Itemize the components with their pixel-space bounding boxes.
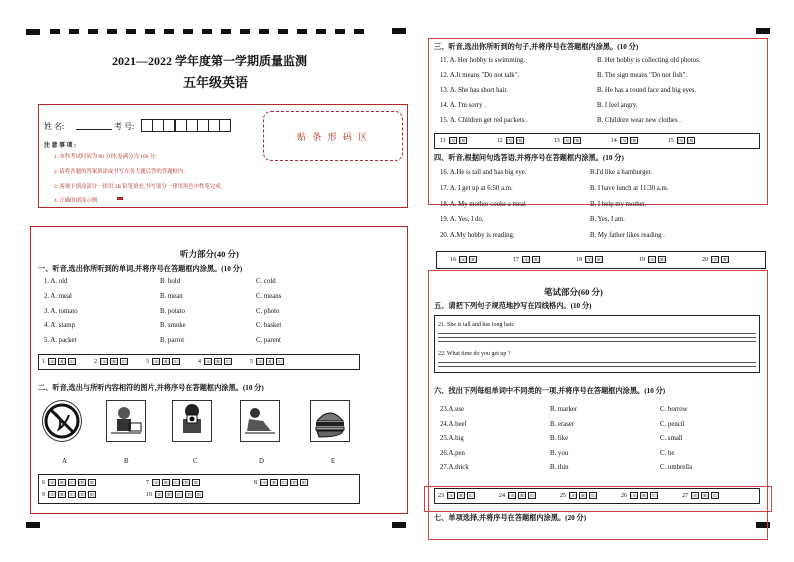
answer-bubble-d[interactable]: [D] bbox=[183, 481, 189, 485]
s1-option: B. mean bbox=[160, 292, 183, 300]
question-number: 20 bbox=[702, 256, 708, 263]
id-digit-box[interactable] bbox=[197, 119, 209, 132]
question-number: 8 bbox=[254, 479, 257, 486]
answer-bubble-b[interactable]: [B] bbox=[580, 494, 586, 498]
s6-answer-item bbox=[560, 492, 599, 499]
answer-bubble-c[interactable]: [C] bbox=[69, 493, 75, 497]
s1-answer-item bbox=[198, 358, 234, 365]
question-number: 18 bbox=[576, 256, 582, 263]
s2-answer-item bbox=[146, 479, 202, 486]
dash-mark bbox=[69, 29, 79, 34]
answer-bubble-b[interactable]: [B] bbox=[271, 481, 277, 485]
answer-bubble-a[interactable]: [A] bbox=[507, 139, 513, 143]
writing-line[interactable] bbox=[438, 333, 756, 334]
answer-bubble-a[interactable]: [A] bbox=[460, 258, 466, 262]
s6-option: B. eraser bbox=[550, 420, 575, 428]
picture-label: B bbox=[124, 458, 129, 465]
picture-label: C bbox=[193, 458, 198, 465]
s4-answer-item bbox=[450, 256, 479, 263]
s3-answer-row bbox=[440, 137, 725, 144]
note-4: 4. 正确的填涂示例: bbox=[54, 198, 99, 204]
answer-bubble-c[interactable]: [C] bbox=[468, 494, 474, 498]
divider bbox=[428, 205, 768, 206]
s5-title: 五、请把下列句子规范地抄写在四线格内。(10 分) bbox=[434, 302, 592, 310]
s3-answer-item bbox=[440, 137, 469, 144]
s4-option-b: B. I help my mother. bbox=[590, 200, 647, 208]
answer-bubble-d[interactable]: [D] bbox=[291, 481, 297, 485]
answer-bubble-b[interactable]: [B] bbox=[631, 139, 637, 143]
corner-mark-top-left bbox=[26, 29, 40, 35]
s6-option: 24.A.beef bbox=[440, 420, 467, 428]
s3-title: 三、听音,选出你所听到的句子,并将序号在答题框内涂黑。(10 分) bbox=[434, 43, 639, 51]
s6-option: 23.A.use bbox=[440, 406, 465, 413]
answer-bubble-a[interactable]: [A] bbox=[570, 494, 576, 498]
answer-bubble-c[interactable]: [C] bbox=[529, 494, 535, 498]
answer-bubble-a[interactable]: [A] bbox=[631, 494, 637, 498]
answer-bubble-a[interactable]: [A] bbox=[692, 494, 698, 498]
answer-bubble-a[interactable]: [A] bbox=[712, 258, 718, 262]
answer-bubble-b[interactable]: [B] bbox=[166, 493, 172, 497]
answer-bubble-c[interactable]: [C] bbox=[225, 360, 231, 364]
s4-option-b: B. I have lunch at 11:30 a.m. bbox=[590, 184, 669, 192]
answer-bubble-b[interactable]: [B] bbox=[458, 494, 464, 498]
id-digit-box[interactable] bbox=[186, 119, 198, 132]
question-number: 7 bbox=[146, 479, 149, 486]
answer-bubble-b[interactable]: [B] bbox=[215, 360, 221, 364]
answer-bubble-b[interactable]: [B] bbox=[111, 360, 117, 364]
corner-mark-top-mid bbox=[392, 28, 406, 34]
answer-bubble-c[interactable]: [C] bbox=[712, 494, 718, 498]
name-field[interactable] bbox=[76, 129, 112, 130]
s6-option: C. umbrella bbox=[660, 464, 693, 472]
s7-title: 七、单项选择,并将序号在答题框内涂黑。(20 分) bbox=[434, 514, 587, 522]
answer-bubble-a[interactable]: [A] bbox=[523, 258, 529, 262]
answer-bubble-d[interactable]: [D] bbox=[79, 481, 85, 485]
dash-mark bbox=[145, 29, 155, 34]
s6-option: B. like bbox=[550, 435, 569, 443]
s6-option: C. small bbox=[660, 435, 683, 443]
answer-bubble-c[interactable]: [C] bbox=[69, 481, 75, 485]
s1-option: 4. A. stamp bbox=[44, 322, 75, 330]
s3-option-b: B. He has a round face and big eyes. bbox=[597, 87, 697, 94]
answer-bubble-b[interactable]: [B] bbox=[574, 139, 580, 143]
picture-label: D bbox=[259, 458, 264, 465]
s1-option: B. parrot bbox=[160, 337, 185, 345]
s1-title: 一、听音,选出你所听到的单词,并将序号在答题框内涂黑。(10 分) bbox=[38, 265, 243, 273]
answer-bubble-a[interactable]: [A] bbox=[49, 481, 55, 485]
question-number: 5 bbox=[250, 358, 253, 365]
answer-bubble-b[interactable]: [B] bbox=[59, 493, 65, 497]
dash-mark bbox=[316, 29, 326, 34]
answer-bubble-a[interactable]: [A] bbox=[261, 481, 267, 485]
s6-answer-item bbox=[621, 492, 660, 499]
s3-option-a: 11. A. Her hobby is swimming. bbox=[440, 57, 526, 64]
answer-bubble-d[interactable]: [D] bbox=[186, 493, 192, 497]
answer-bubble-b[interactable]: [B] bbox=[460, 139, 466, 143]
s1-option: C. means bbox=[256, 292, 282, 300]
answer-bubble-b[interactable]: [B] bbox=[688, 139, 694, 143]
writing-line[interactable] bbox=[438, 366, 756, 367]
id-digit-box[interactable] bbox=[141, 119, 153, 132]
exam-title: 2021—2022 学年度第一学期质量监测 bbox=[112, 54, 308, 68]
s1-option: C. basket bbox=[256, 322, 282, 330]
answer-bubble-b[interactable]: [B] bbox=[470, 258, 476, 262]
writing-line[interactable] bbox=[438, 362, 756, 363]
picture-e-hamburger-icon bbox=[310, 400, 350, 442]
corner-mark-bottom-left bbox=[26, 522, 40, 528]
answer-bubble-a[interactable]: [A] bbox=[450, 139, 456, 143]
answer-bubble-b[interactable]: [B] bbox=[533, 258, 539, 262]
question-number: 4 bbox=[198, 358, 201, 365]
top-dash-marks-left bbox=[50, 29, 364, 35]
question-number: 1 bbox=[42, 358, 45, 365]
s1-option: B. smoke bbox=[160, 322, 186, 330]
s3-option-b: B. Children wear new clothes . bbox=[597, 117, 681, 124]
answer-bubble-b[interactable]: [B] bbox=[659, 258, 665, 262]
dash-mark bbox=[221, 29, 231, 34]
s1-option: B. hold bbox=[160, 278, 181, 285]
question-number: 25 bbox=[560, 492, 566, 499]
s5-item-21: 21. She is tall and has long hair. bbox=[438, 322, 515, 328]
answer-bubble-e[interactable]: [E] bbox=[89, 481, 95, 485]
answer-bubble-b[interactable]: [B] bbox=[519, 494, 525, 498]
dash-mark bbox=[107, 29, 117, 34]
answer-bubble-b[interactable]: [B] bbox=[702, 494, 708, 498]
id-digit-box[interactable] bbox=[208, 119, 220, 132]
answer-bubble-a[interactable]: [A] bbox=[153, 360, 159, 364]
question-number: 11 bbox=[440, 137, 446, 144]
s6-answer-item bbox=[499, 492, 538, 499]
corner-mark-top-right bbox=[756, 28, 770, 34]
s3-answer-item bbox=[668, 137, 697, 144]
s1-answer-item bbox=[94, 358, 130, 365]
written-part-title: 笔试部分(60 分) bbox=[544, 287, 603, 297]
answer-bubble-b[interactable]: [B] bbox=[722, 258, 728, 262]
answer-bubble-a[interactable]: [A] bbox=[49, 493, 55, 497]
question-number: 12 bbox=[496, 137, 503, 144]
question-number: 16 bbox=[450, 256, 456, 263]
writing-line[interactable] bbox=[438, 341, 756, 342]
id-boxes[interactable] bbox=[141, 119, 231, 132]
s4-title: 四、听音,根据问句选答语,并将序号在答题框内涂黑。(10 分) bbox=[434, 154, 624, 162]
picture-d-person-writing-icon bbox=[240, 400, 280, 442]
s6-option: C. borrow bbox=[660, 406, 688, 413]
dash-mark bbox=[259, 29, 269, 34]
answer-bubble-e[interactable]: [E] bbox=[193, 481, 199, 485]
s1-option: 2. A. meal bbox=[44, 292, 72, 300]
s2-answer-item bbox=[42, 491, 98, 498]
answer-bubble-b[interactable]: [B] bbox=[163, 481, 169, 485]
s3-option-a: 13. A. She has short hair. bbox=[440, 87, 508, 94]
s4-option-b: B. Yes, I am. bbox=[590, 216, 625, 224]
fill-example-mark bbox=[117, 197, 123, 200]
s4-answer-item bbox=[639, 256, 668, 263]
question-number: 24 bbox=[499, 492, 505, 499]
answer-bubble-b[interactable]: [B] bbox=[641, 494, 647, 498]
picture-c-photographer-icon bbox=[172, 400, 212, 442]
s1-option: C. photo bbox=[256, 307, 280, 315]
answer-bubble-a[interactable]: [A] bbox=[101, 360, 107, 364]
answer-bubble-c[interactable]: [C] bbox=[651, 494, 657, 498]
note-2: 2. 请将各题的答案填涂或书写在各大题后答的答题框内。 bbox=[54, 169, 189, 175]
answer-bubble-b[interactable]: [B] bbox=[267, 360, 273, 364]
corner-mark-bottom-mid bbox=[392, 522, 406, 528]
note-1: 1. 本科考试时间为 60 分钟,卷满分为 100 分; bbox=[54, 154, 157, 160]
question-number: 3 bbox=[146, 358, 149, 365]
s4-option-b: B.I'd like a hamburger. bbox=[590, 169, 653, 176]
answer-bubble-a[interactable]: [A] bbox=[156, 493, 162, 497]
s4-option-a: 20. A.My hobby is reading. bbox=[440, 232, 515, 240]
s4-option-b: B. My father likes reading . bbox=[590, 232, 665, 240]
s4-answer-item bbox=[513, 256, 542, 263]
s3-option-a: 15. A. Children get red packets . bbox=[440, 117, 528, 124]
s4-option-a: 18. A. My mother cooks a meal bbox=[440, 200, 526, 208]
id-digit-box[interactable] bbox=[152, 119, 164, 132]
dash-mark bbox=[50, 29, 60, 34]
s3-option-a: 14. A. I'm sorry . bbox=[440, 102, 486, 109]
s4-answer-row bbox=[450, 256, 765, 263]
dash-mark bbox=[202, 29, 212, 34]
dash-mark bbox=[183, 29, 193, 34]
s4-answer-item bbox=[702, 256, 731, 263]
s6-option: B. thin bbox=[550, 464, 569, 472]
s1-option: C. parent bbox=[256, 337, 281, 345]
s6-title: 六、找出下列每组单词中不同类的一项,并将序号在答题框内涂黑。(10 分) bbox=[434, 387, 666, 395]
dash-mark bbox=[335, 29, 345, 34]
answer-bubble-e[interactable]: [E] bbox=[89, 493, 95, 497]
writing-line[interactable] bbox=[438, 337, 756, 338]
s5-item-22: 22. What time do you get up ? bbox=[438, 351, 511, 357]
id-digit-box[interactable] bbox=[163, 119, 175, 132]
notes-title: 注 意 事 项 : bbox=[44, 143, 76, 149]
answer-bubble-c[interactable]: [C] bbox=[281, 481, 287, 485]
answer-bubble-c[interactable]: [C] bbox=[176, 493, 182, 497]
answer-bubble-c[interactable]: [C] bbox=[173, 360, 179, 364]
question-number: 19 bbox=[639, 256, 645, 263]
answer-bubble-a[interactable]: [A] bbox=[448, 494, 454, 498]
question-number: 14 bbox=[610, 137, 617, 144]
question-number: 23 bbox=[438, 492, 444, 499]
picture-b-child-drawing-icon bbox=[106, 400, 146, 442]
answer-bubble-b[interactable]: [B] bbox=[59, 481, 65, 485]
s4-option-a: 17. A. I get up at 6:50 a.m. bbox=[440, 184, 513, 192]
answer-bubble-c[interactable]: [C] bbox=[590, 494, 596, 498]
answer-bubble-c[interactable]: [C] bbox=[121, 360, 127, 364]
dash-mark bbox=[278, 29, 288, 34]
answer-bubble-e[interactable]: [E] bbox=[196, 493, 202, 497]
s3-option-b: B. I feel angry. bbox=[597, 102, 638, 109]
answer-bubble-a[interactable]: [A] bbox=[678, 139, 684, 143]
s2-answer-item bbox=[254, 479, 310, 486]
s1-answer-item bbox=[250, 358, 286, 365]
s6-answer-row bbox=[438, 492, 743, 499]
answer-bubble-a[interactable]: [A] bbox=[621, 139, 627, 143]
s6-option: C. he bbox=[660, 449, 675, 457]
s3-answer-item bbox=[611, 137, 640, 144]
s1-option: 3. A. tomato bbox=[44, 307, 78, 315]
answer-bubble-b[interactable]: [B] bbox=[163, 360, 169, 364]
answer-bubble-e[interactable]: [E] bbox=[301, 481, 307, 485]
question-number: 10 bbox=[146, 491, 152, 498]
s1-option: C. cold bbox=[256, 278, 276, 285]
dash-mark bbox=[354, 29, 364, 34]
s3-answer-item bbox=[497, 137, 526, 144]
s6-option: 25.A.big bbox=[440, 435, 464, 443]
s6-option: C. pencil bbox=[660, 420, 685, 428]
s3-option-b: B. The sign means "Do not fish". bbox=[597, 72, 688, 79]
answer-bubble-a[interactable]: [A] bbox=[49, 360, 55, 364]
s1-option: B. potato bbox=[160, 307, 185, 315]
s1-answer-item bbox=[146, 358, 182, 365]
s1-answer-item bbox=[42, 358, 78, 365]
s4-answer-item bbox=[576, 256, 605, 263]
answer-bubble-a[interactable]: [A] bbox=[564, 139, 570, 143]
s6-answer-item bbox=[438, 492, 477, 499]
s3-option-b: B. Her hobby is collecting old photos. bbox=[597, 57, 701, 64]
question-number: 17 bbox=[513, 256, 519, 263]
dash-mark bbox=[297, 29, 307, 34]
answer-bubble-a[interactable]: [A] bbox=[649, 258, 655, 262]
answer-bubble-c[interactable]: [C] bbox=[277, 360, 283, 364]
note-3: 3. 客观卡填涂部分一律用 2B 铅笔填充,书写部分一律用黑色中性笔完成。 bbox=[54, 184, 227, 190]
s6-option: B. you bbox=[550, 449, 569, 457]
answer-bubble-a[interactable]: [A] bbox=[205, 360, 211, 364]
picture-label: A bbox=[62, 458, 67, 465]
answer-bubble-b[interactable]: [B] bbox=[596, 258, 602, 262]
picture-a-no-sign-icon bbox=[42, 400, 82, 442]
s1-option: 5. A. packet bbox=[44, 337, 77, 345]
s4-option-a: 19. A. Yes, I do. bbox=[440, 216, 484, 224]
id-digit-box[interactable] bbox=[175, 119, 187, 132]
question-number: 26 bbox=[621, 492, 627, 499]
name-label: 姓 名: bbox=[44, 122, 65, 131]
s4-option-a: 16. A.He is tall and has big eye. bbox=[440, 169, 527, 176]
question-number: 2 bbox=[94, 358, 97, 365]
s2-answer-item bbox=[146, 491, 205, 498]
s3-option-a: 12. A.It means "Do not talk". bbox=[440, 72, 520, 79]
id-digit-box[interactable] bbox=[219, 119, 231, 132]
s6-option: 27.A.thick bbox=[440, 464, 469, 472]
question-number: 9 bbox=[42, 491, 45, 498]
answer-bubble-c[interactable]: [C] bbox=[173, 481, 179, 485]
s2-title: 二、听音,选出与所听内容相符的图片,并将序号在答题框内涂黑。(10 分) bbox=[38, 384, 264, 392]
question-number: 13 bbox=[553, 137, 560, 144]
question-number: 27 bbox=[682, 492, 688, 499]
s3-answer-item bbox=[554, 137, 583, 144]
question-number: 15 bbox=[667, 137, 674, 144]
listening-part-title: 听力部分(40 分) bbox=[180, 249, 239, 259]
barcode-sticker-area: 贴 条 形 码 区 bbox=[263, 111, 403, 161]
answer-bubble-c[interactable]: [C] bbox=[69, 360, 75, 364]
dash-mark bbox=[88, 29, 98, 34]
answer-bubble-a[interactable]: [A] bbox=[586, 258, 592, 262]
s1-option: 1. A. old bbox=[44, 278, 68, 285]
dash-mark bbox=[240, 29, 250, 34]
answer-bubble-a[interactable]: [A] bbox=[509, 494, 515, 498]
dash-mark bbox=[126, 29, 136, 34]
id-label: 考 号: bbox=[114, 122, 135, 131]
s1-answer-row bbox=[42, 358, 302, 365]
s6-option: 26.A.pen bbox=[440, 449, 465, 457]
answer-bubble-a[interactable]: [A] bbox=[153, 481, 159, 485]
answer-bubble-d[interactable]: [D] bbox=[79, 493, 85, 497]
question-number: 6 bbox=[42, 479, 45, 486]
exam-subtitle: 五年级英语 bbox=[183, 75, 249, 90]
s6-answer-item bbox=[682, 492, 721, 499]
answer-bubble-b[interactable]: [B] bbox=[59, 360, 65, 364]
answer-bubble-b[interactable]: [B] bbox=[517, 139, 523, 143]
s2-answer-item bbox=[42, 479, 98, 486]
picture-label: E bbox=[331, 458, 336, 465]
s6-option: B. marker bbox=[550, 406, 578, 413]
dash-mark bbox=[164, 29, 174, 34]
answer-bubble-a[interactable]: [A] bbox=[257, 360, 263, 364]
